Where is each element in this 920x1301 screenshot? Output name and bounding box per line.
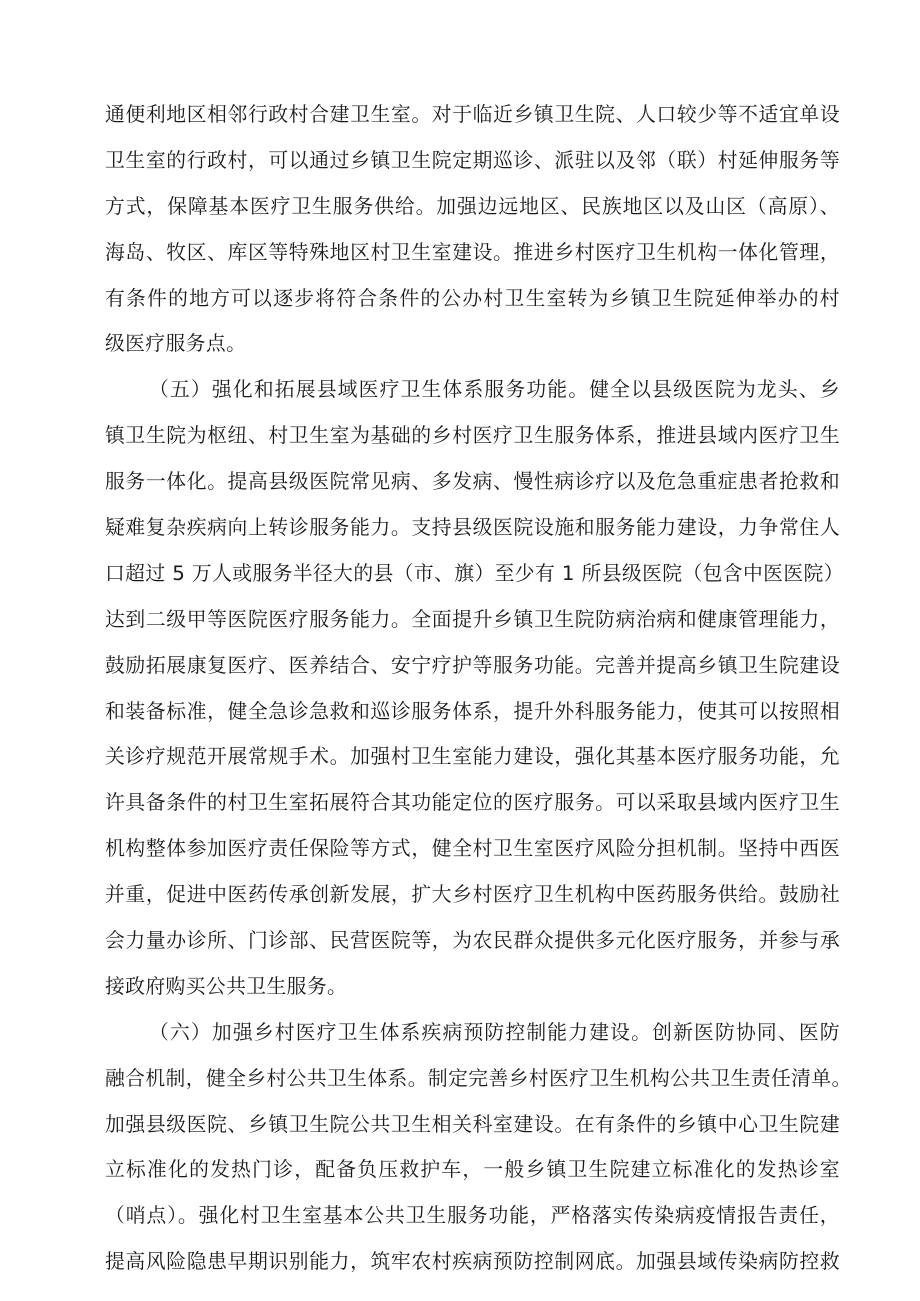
- text-line: 会力量办诊所、门诊部、民营医院等，为农民群众提供多元化医疗服务，并参与承: [105, 929, 840, 953]
- document-body: [105, 92, 852, 1285]
- text-line: 关诊疗规范开展常规手术。加强村卫生室能力建设，强化其基本医疗服务功能，允: [105, 745, 840, 769]
- text-line: 疑难复杂疾病向上转诊服务能力。支持县级医院设施和服务能力建设，力争常住人: [105, 516, 840, 540]
- text-line: 并重，促进中医药传承创新发展，扩大乡村医疗卫生机构中医药服务供给。鼓励社: [105, 883, 840, 907]
- text-line: 方式，保障基本医疗卫生服务供给。加强边远地区、民族地区以及山区（高原）、: [105, 194, 840, 218]
- paragraph-1: [105, 92, 840, 367]
- text-line: 卫生室的行政村，可以通过乡镇卫生院定期巡诊、派驻以及邻（联）村延伸服务等: [105, 148, 840, 172]
- text-line: 加强县级医院、乡镇卫生院公共卫生相关科室建设。在有条件的乡镇中心卫生院建: [105, 1112, 840, 1136]
- text-line: 有条件的地方可以逐步将符合条件的公办村卫生室转为乡镇卫生院延伸举办的村: [105, 286, 840, 310]
- text-line: 鼓励拓展康复医疗、医养结合、安宁疗护等服务功能。完善并提高乡镇卫生院建设: [105, 653, 840, 677]
- text-line: 海岛、牧区、库区等特殊地区村卫生室建设。推进乡村医疗卫生机构一体化管理，: [105, 240, 840, 264]
- paragraph-section-5: [105, 367, 844, 1009]
- text-line: 级医疗服务点。: [105, 332, 247, 356]
- text-line: 机构整体参加医疗责任保险等方式，健全村卫生室医疗风险分担机制。坚持中西医: [105, 837, 840, 861]
- text-line: 达到二级甲等医院医疗服务能力。全面提升乡镇卫生院防病治病和健康管理能力，: [105, 607, 840, 631]
- text-line: 接政府购买公共卫生服务。: [105, 974, 348, 998]
- text-line: 服务一体化。提高县级医院常见病、多发病、慢性病诊疗以及危急重症患者抢救和: [105, 470, 840, 494]
- paragraph-section-6: [105, 1010, 852, 1285]
- text-line: 通便利地区相邻行政村合建卫生室。对于临近乡镇卫生院、人口较少等不适宜单设: [105, 103, 840, 126]
- section-heading-line: （五）强化和拓展县域医疗卫生体系服务功能。健全以县级医院为龙头、乡: [149, 378, 840, 402]
- text-line: 镇卫生院为枢纽、村卫生室为基础的乡村医疗卫生服务体系，推进县域内医疗卫生: [105, 424, 840, 448]
- text-line: 融合机制，健全乡村公共卫生体系。制定完善乡村医疗卫生机构公共卫生责任清单。: [105, 1066, 852, 1090]
- section-heading-line: （六）加强乡村医疗卫生体系疾病预防控制能力建设。创新医防协同、医防: [149, 1020, 840, 1044]
- text-line: （哨点）。强化村卫生室基本公共卫生服务功能，严格落实传染病疫情报告责任，: [105, 1204, 840, 1228]
- text-line: 许具备条件的村卫生室拓展符合其功能定位的医疗服务。可以采取县域内医疗卫生: [105, 791, 840, 815]
- text-line: 立标准化的发热门诊，配备负压救护车，一般乡镇卫生院建立标准化的发热诊室: [105, 1158, 840, 1182]
- text-line: 口超过 5 万人或服务半径大的县（市、旗）至少有 1 所县级医院（包含中医医院）: [105, 561, 844, 585]
- text-line: 提高风险隐患早期识别能力，筑牢农村疾病预防控制网底。加强县域传染病防控救: [105, 1250, 840, 1274]
- text-line: 和装备标准，健全急诊急救和巡诊服务体系，提升外科服务能力，使其可以按照相: [105, 699, 840, 723]
